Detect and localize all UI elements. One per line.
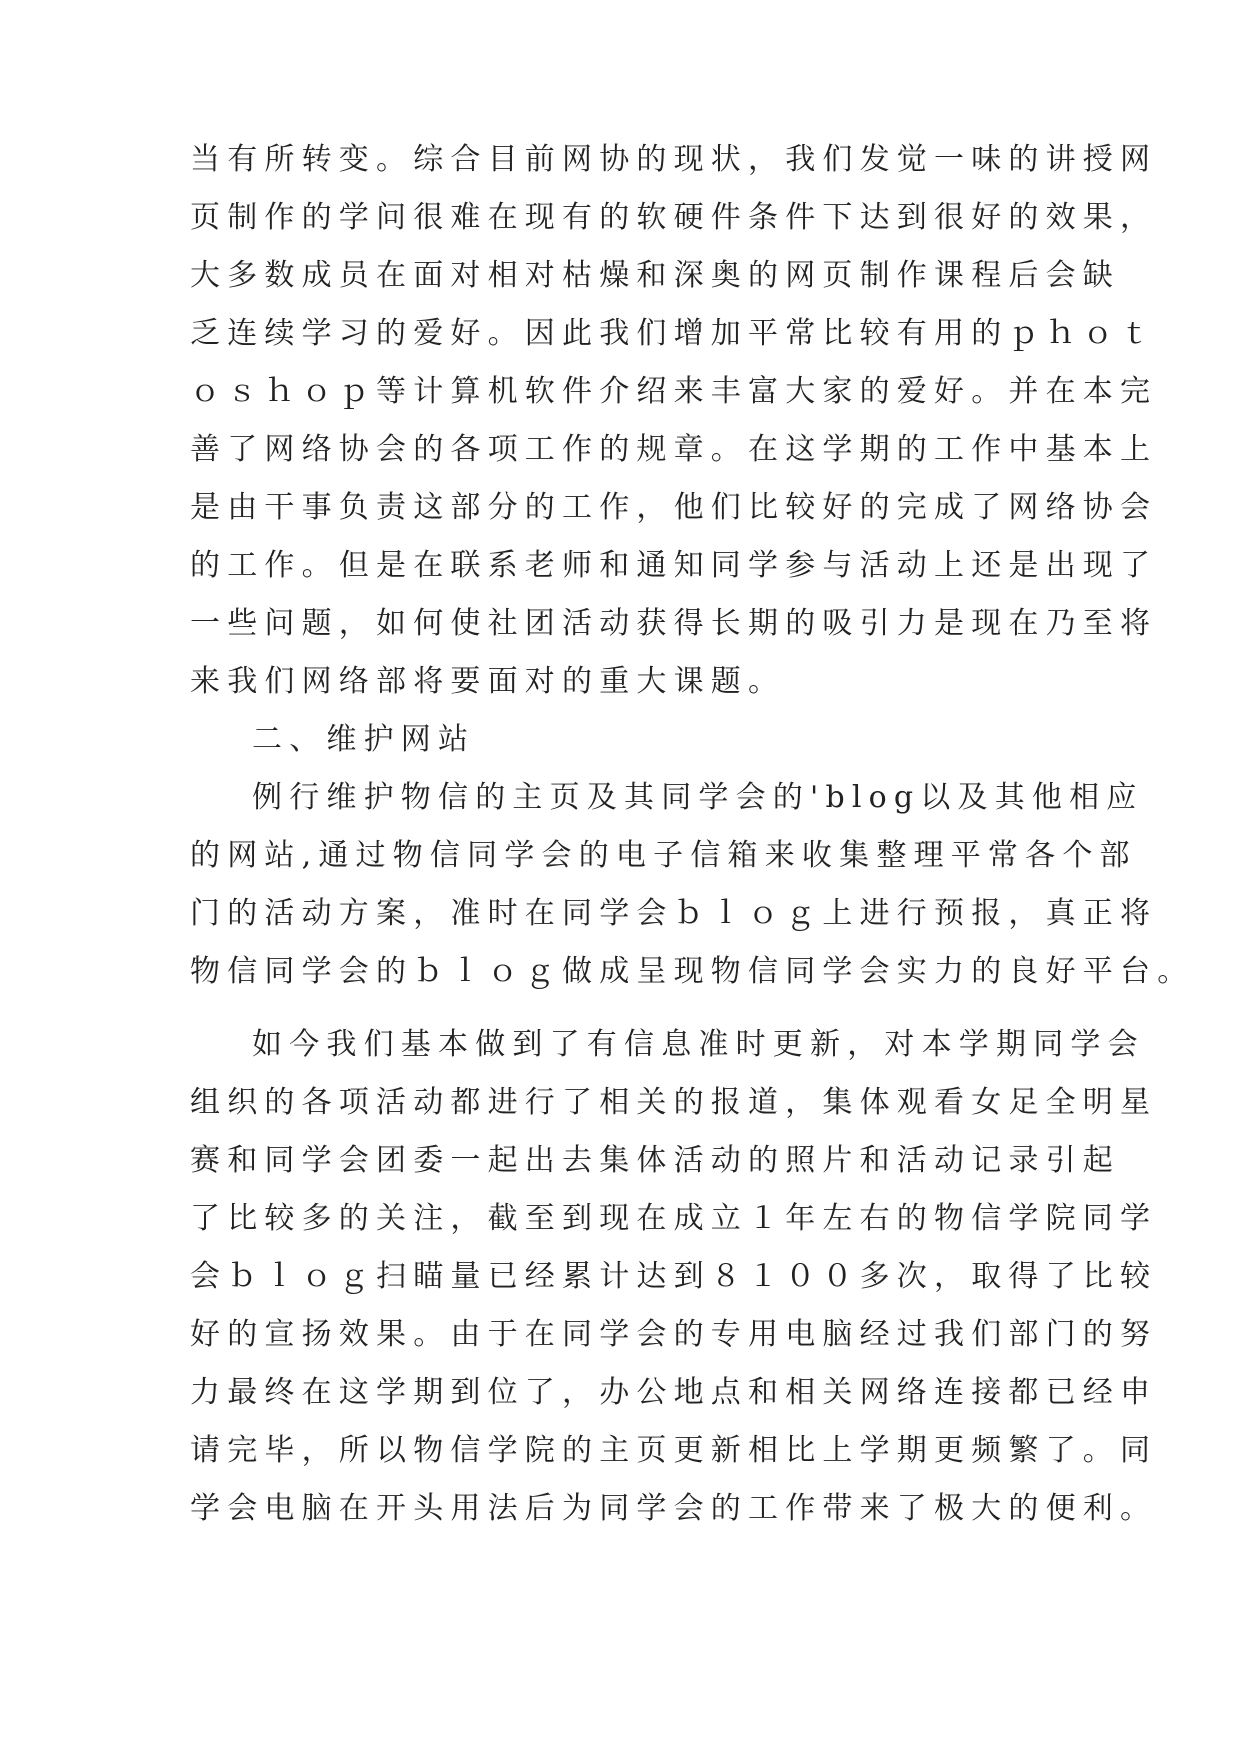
- section-heading: 二、维护网站: [252, 722, 476, 757]
- text-line: 善了网络协会的各项工作的规章。在这学期的工作中基本上: [190, 432, 1158, 467]
- text-line: 学会电脑在开头用法后为同学会的工作带来了极大的便利。: [190, 1491, 1158, 1526]
- text-line: 如今我们基本做到了有信息准时更新，对本学期同学会: [252, 1027, 1145, 1062]
- text-line: 当有所转变。综合目前网协的现状，我们发觉一味的讲授网: [190, 142, 1158, 177]
- text-line: 大多数成员在面对相对枯燥和深奥的网页制作课程后会缺: [190, 258, 1120, 293]
- text-line: 会ｂｌｏｇ扫瞄量已经累计达到８１００多次，取得了比较: [190, 1259, 1158, 1294]
- text-line: 来我们网络部将要面对的重大课题。: [190, 664, 786, 699]
- text-line: 一些问题，如何使社团活动获得长期的吸引力是现在乃至将: [190, 606, 1158, 641]
- text-line: 了比较多的关注，截至到现在成立１年左右的物信学院同学: [190, 1201, 1158, 1236]
- text-line: 乏连续学习的爱好。因此我们增加平常比较有用的ｐｈｏｔ: [190, 316, 1158, 351]
- text-line: 的网站,通过物信同学会的电子信箱来收集整理平常各个部: [190, 838, 1137, 873]
- text-line: 是由干事负责这部分的工作，他们比较好的完成了网络协会: [190, 490, 1158, 525]
- text-line: 物信同学会的ｂｌｏｇ做成呈现物信同学会实力的良好平台。: [190, 954, 1195, 989]
- text-line: 组织的各项活动都进行了相关的报道，集体观看女足全明星: [190, 1085, 1158, 1120]
- text-line: 请完毕，所以物信学院的主页更新相比上学期更频繁了。同: [190, 1433, 1158, 1468]
- text-line: 例行维护物信的主页及其同学会的'blog以及其他相应: [252, 780, 1144, 815]
- text-line: 的工作。但是在联系老师和通知同学参与活动上还是出现了: [190, 548, 1158, 583]
- text-line: 门的活动方案，准时在同学会ｂｌｏｇ上进行预报，真正将: [190, 896, 1158, 931]
- text-line: 好的宣扬效果。由于在同学会的专用电脑经过我们部门的努: [190, 1317, 1158, 1352]
- text-line: 赛和同学会团委一起出去集体活动的照片和活动记录引起: [190, 1143, 1120, 1178]
- text-line: 力最终在这学期到位了，办公地点和相关网络连接都已经申: [190, 1375, 1158, 1410]
- text-line: 页制作的学问很难在现有的软硬件条件下达到很好的效果，: [190, 200, 1158, 235]
- text-line: ｏｓｈｏｐ等计算机软件介绍来丰富大家的爱好。并在本完: [190, 374, 1158, 409]
